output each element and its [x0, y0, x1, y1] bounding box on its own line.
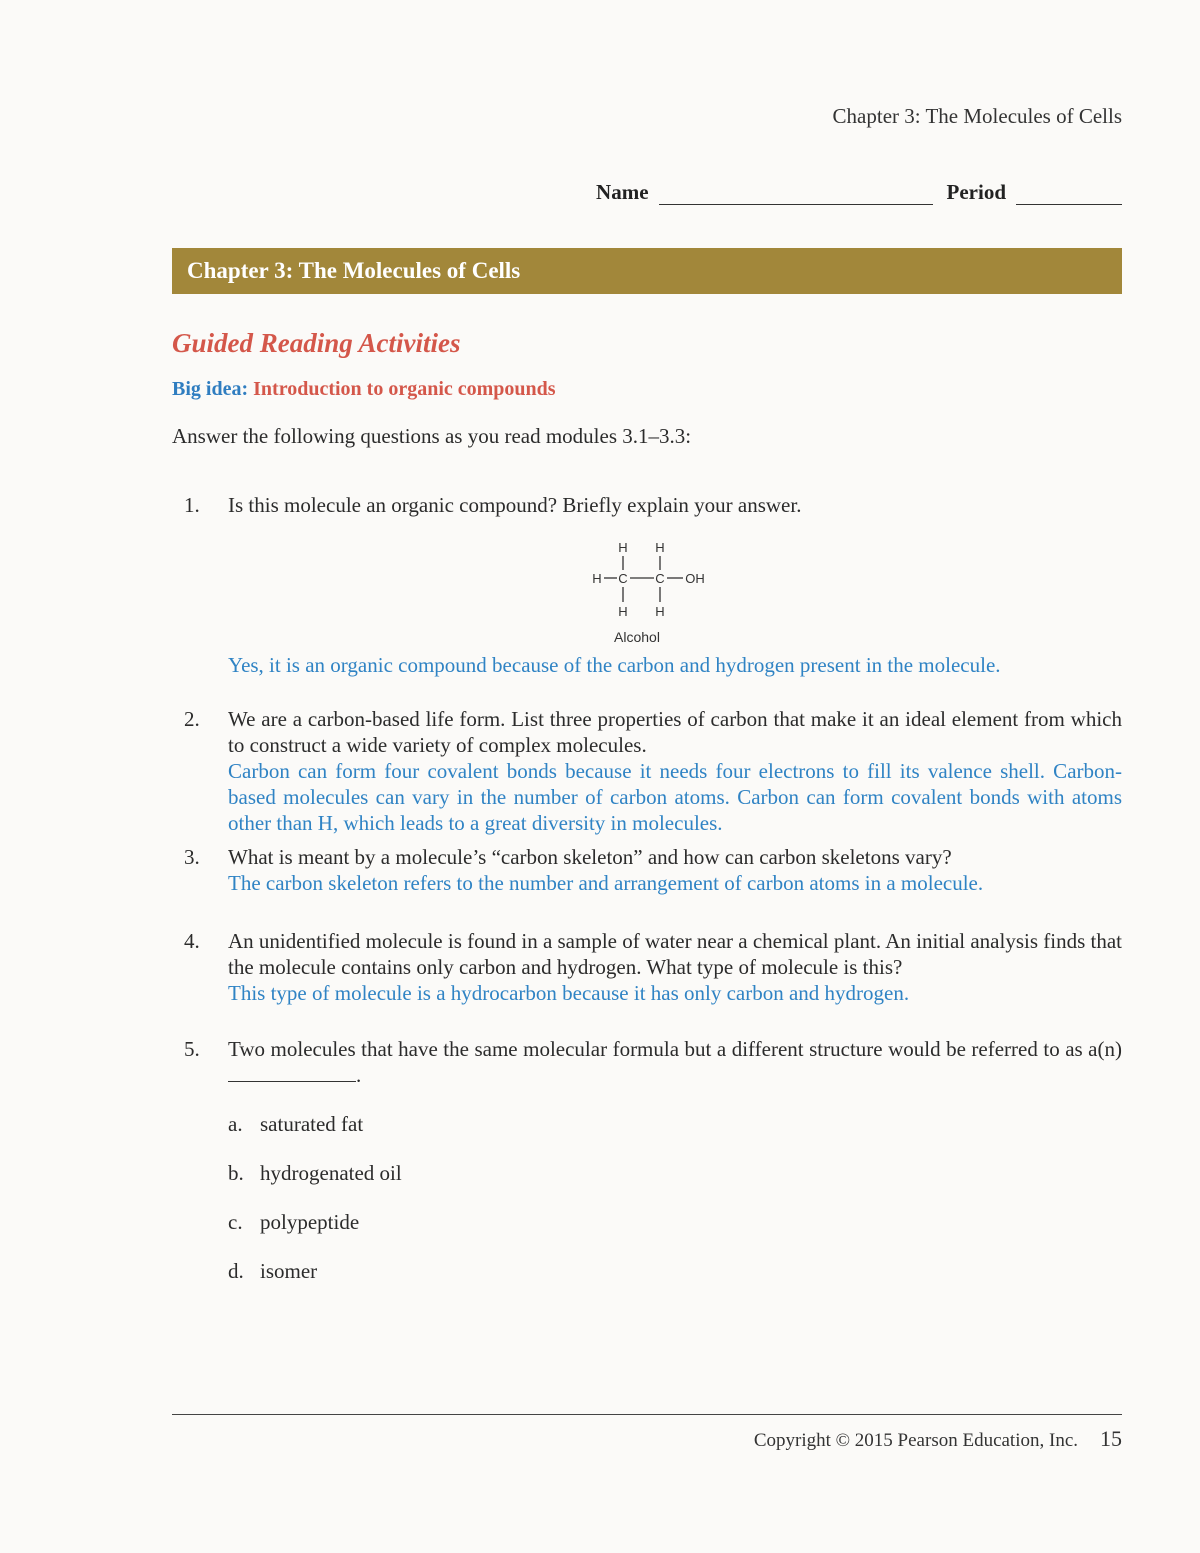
question-text: We are a carbon-based life form. List three properties of carbon that make it an ideal element from which to construct a wide variety of complex molecules. [228, 707, 1122, 757]
question-text: What is meant by a molecule’s “carbon skeleton” and how can carbon skeletons vary? [228, 845, 952, 869]
atom-c-1: C [618, 571, 628, 586]
name-label: Name [596, 180, 649, 204]
ethanol-structure-diagram [585, 536, 715, 648]
option-text: isomer [260, 1259, 318, 1283]
answer-4: This type of molecule is a hydrocarbon because it has only carbon and hydrogen. [228, 981, 910, 1005]
period-label: Period [946, 180, 1006, 204]
name-period-row [596, 180, 1122, 205]
atom-oh: OH [685, 571, 705, 586]
big-idea-text: Introduction to organic compounds [253, 378, 556, 400]
running-head: Chapter 3: The Molecules of Cells [832, 104, 1122, 128]
instructions: Answer the following questions as you read modules 3.1–3.3: [172, 424, 692, 448]
option-text: saturated fat [260, 1112, 364, 1136]
big-idea [172, 378, 556, 401]
question-number: 4. [184, 929, 200, 953]
answer-3: The carbon skeleton refers to the number and arrangement of carbon atoms in a molecule. [228, 871, 984, 895]
option-c [228, 1210, 359, 1235]
question-2 [172, 706, 1122, 836]
option-a [228, 1112, 363, 1137]
chapter-banner [172, 248, 1122, 294]
option-d-selected [228, 1259, 317, 1284]
option-letter: c. [228, 1210, 243, 1234]
molecule-caption: Alcohol [614, 629, 660, 645]
option-letter: a. [228, 1112, 243, 1136]
atom-c-2: C [655, 571, 665, 586]
chapter-banner-title: Chapter 3: The Molecules of Cells [187, 258, 521, 283]
option-letter: d. [228, 1259, 244, 1283]
question-3 [172, 844, 1122, 896]
option-b [228, 1161, 402, 1186]
option-text: polypeptide [260, 1210, 360, 1234]
answer-blank[interactable] [228, 1063, 356, 1082]
question-number: 1. [184, 493, 200, 517]
option-text: hydrogenated oil [260, 1161, 402, 1185]
atom-h-bottom-right: H [655, 604, 665, 619]
question-5 [172, 1036, 1122, 1088]
atom-h-left: H [592, 571, 602, 586]
name-blank[interactable] [659, 182, 933, 205]
question-4 [172, 928, 1122, 1006]
answer-1: Yes, it is an organic compound because of the carbon and hydrogen present in the molecule. [228, 653, 1001, 677]
footer-divider [172, 1414, 1122, 1415]
question-number: 3. [184, 845, 200, 869]
answer-1-block [172, 652, 1122, 678]
copyright-text: Copyright © 2015 Pearson Education, Inc. [753, 1430, 1078, 1451]
answer-2: Carbon can form four covalent bonds because it needs four electrons to fill its valence shell. Carbon-based molecules can vary in the number of carbon atoms. Carbon can form covalent bonds with atoms other than H, which leads to a great diversity in molecules. [228, 759, 1122, 835]
atom-h-bottom-left: H [618, 604, 628, 619]
atom-h-top-right: H [655, 540, 665, 555]
section-title: Guided Reading Activities [172, 328, 461, 358]
molecule-svg [585, 536, 715, 648]
question-text [228, 1036, 1122, 1088]
footer [754, 1426, 1122, 1452]
atom-h-top-left: H [618, 540, 628, 555]
question-5-text: Two molecules that have the same molecular formula but a different structure would be referred to as a(n) [228, 1037, 1122, 1061]
page-number: 15 [1100, 1426, 1122, 1451]
question-text: An unidentified molecule is found in a sample of water near a chemical plant. An initial analysis finds that the molecule contains only carbon and hydrogen. What type of molecule is this? [228, 929, 1122, 979]
question-number: 2. [184, 707, 200, 731]
period-blank[interactable] [1016, 182, 1122, 205]
big-idea-label: Big idea: [172, 378, 249, 400]
question-1 [172, 492, 1122, 518]
question-text: Is this molecule an organic compound? Briefly explain your answer. [228, 493, 802, 517]
question-number: 5. [184, 1037, 200, 1061]
option-letter: b. [228, 1161, 244, 1185]
question-5-end: . [356, 1063, 362, 1087]
